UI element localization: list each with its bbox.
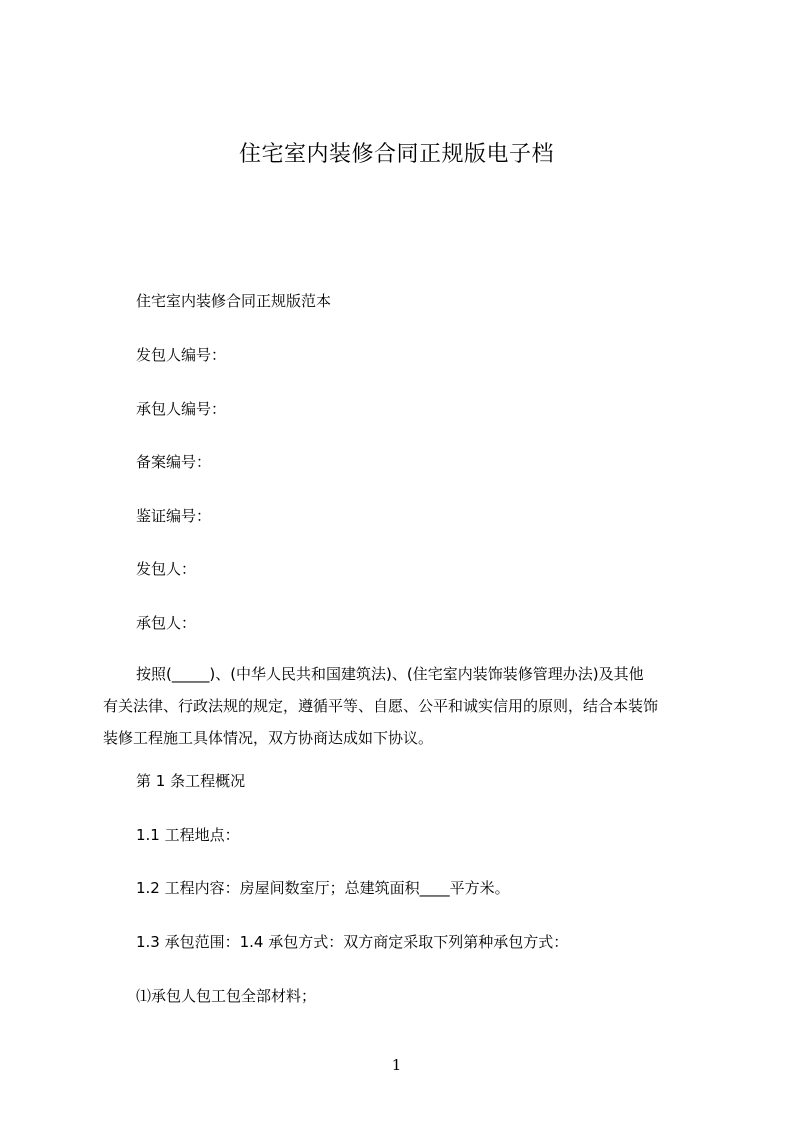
- document-subtitle: 住宅室内装修合同正规版范本: [136, 292, 332, 310]
- contractor-label: 承包人：: [136, 614, 197, 632]
- item-1-3: 1.3 承包范围：1.4 承包方式：双方商定采取下列第种承包方式：: [136, 933, 569, 951]
- page-number: 1: [391, 1056, 402, 1074]
- preamble-line: 有关法律、行政法规的规定，遵循平等、自愿、公平和诚实信用的原则，结合本装饰: [103, 697, 659, 715]
- verification-number-label: 鉴证编号：: [136, 507, 212, 525]
- preamble-line: 装修工程施工具体情况，双方协商达成如下协议。: [103, 729, 434, 747]
- contractor-number-label: 承包人编号：: [136, 400, 227, 418]
- issuer-label: 发包人：: [136, 560, 197, 578]
- item-1-2: 1.2 工程内容：房屋间数室厅；总建筑面积____平方米。: [136, 879, 510, 897]
- record-number-label: 备案编号：: [136, 453, 212, 471]
- item-1-1: 1.1 工程地点：: [136, 826, 240, 844]
- preamble-line: 按照(_____)、(中华人民共和国建筑法)、(住宅室内装饰装修管理办法)及其他: [136, 665, 644, 683]
- contract-option-1: ⑴承包人包工包全部材料；: [136, 987, 317, 1005]
- preamble-paragraph: [103, 658, 715, 754]
- issuer-number-label: 发包人编号：: [136, 346, 227, 364]
- document-title: 住宅室内装修合同正规版电子档: [238, 142, 554, 167]
- article-1-heading: 第 1 条工程概况: [136, 772, 246, 790]
